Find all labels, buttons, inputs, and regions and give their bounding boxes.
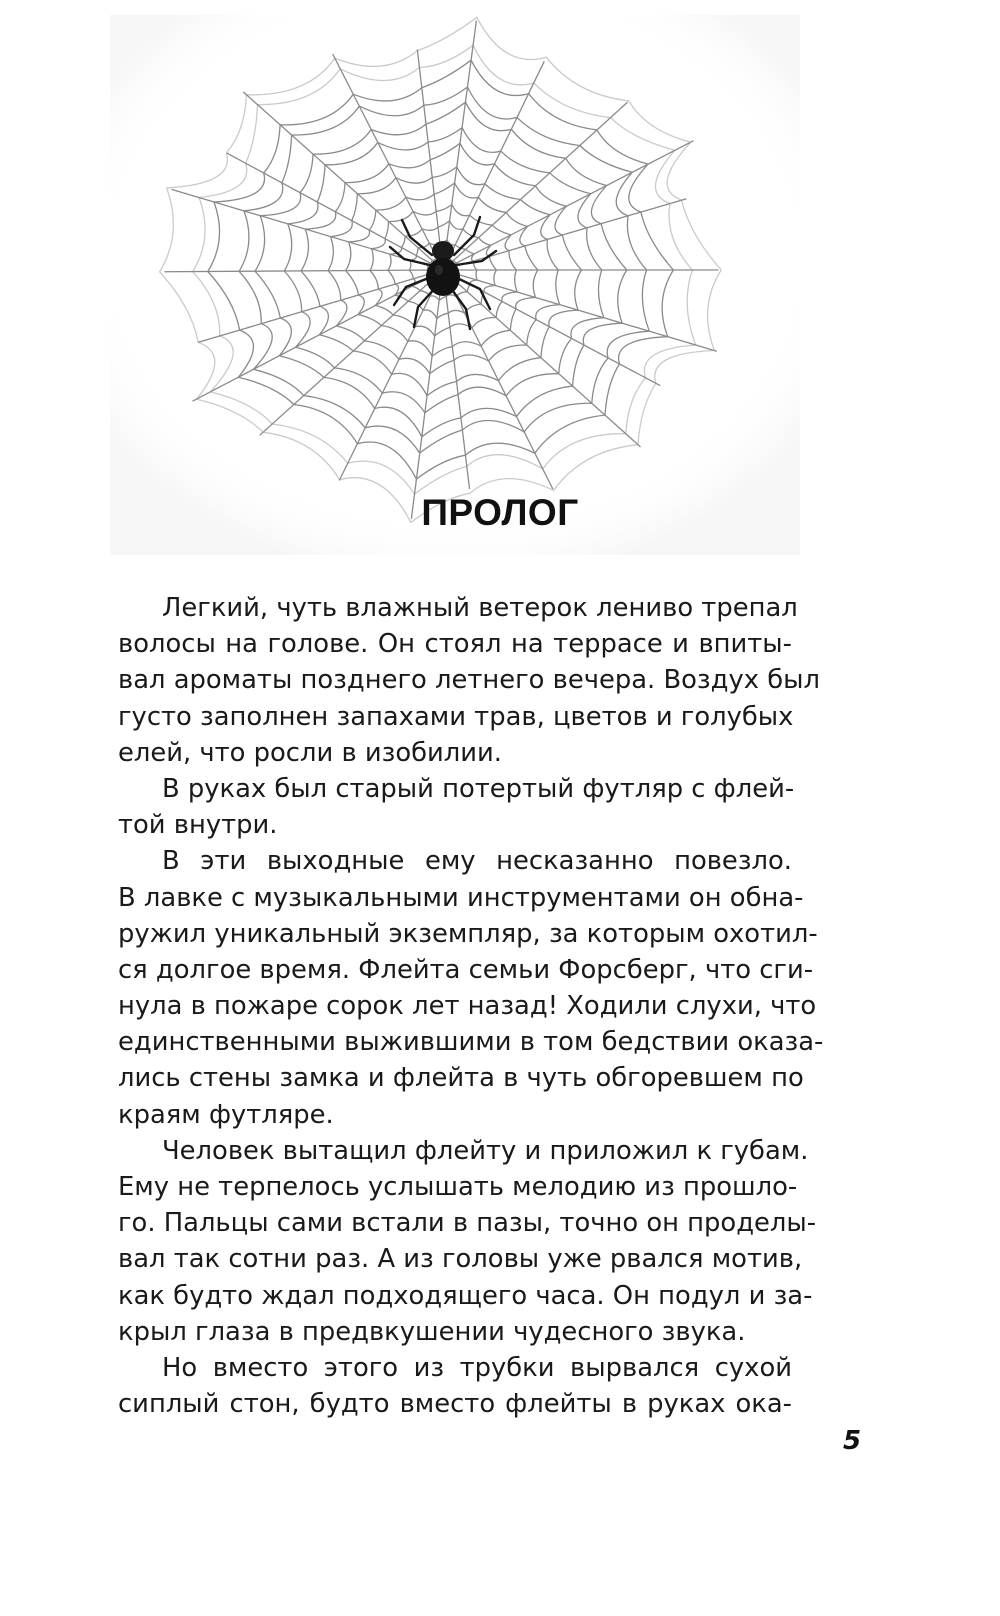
chapter-title: ПРОЛОГ bbox=[421, 492, 579, 533]
text-line: крыл глаза в предвкушении чудесного звука. bbox=[118, 1316, 746, 1347]
text-line: Легкий, чуть влажный ветерок лениво трепал bbox=[162, 593, 798, 623]
text-line: единственными выжившими в том бедствии оказа- bbox=[118, 1027, 824, 1058]
page-number: 5 bbox=[843, 1426, 862, 1456]
text-line: волосы на голове. Он стоял на террасе и впиты- bbox=[118, 629, 792, 660]
chapter-body bbox=[118, 590, 824, 1422]
text-line: Но вместо этого из трубки вырвался сухой bbox=[162, 1352, 792, 1383]
text-line: В руках был старый потертый футляр с флей- bbox=[162, 773, 795, 804]
text-line: краям футляре. bbox=[118, 1099, 334, 1130]
spider-web-icon bbox=[110, 15, 800, 555]
text-line: густо заполнен запахами трав, цветов и голубых bbox=[118, 701, 794, 732]
text-line: В эти выходные ему несказанно повезло. bbox=[162, 846, 792, 877]
text-line: ся долгое время. Флейта семьи Форсберг, что сги- bbox=[118, 954, 814, 985]
text-line: Человек вытащил флейту и приложил к губам. bbox=[162, 1135, 809, 1166]
text-line: той внутри. bbox=[118, 810, 278, 841]
text-line: как будто ждал подходящего часа. Он подул и за- bbox=[118, 1280, 813, 1311]
text-line: ружил уникальный экземпляр, за которым охотил- bbox=[118, 918, 818, 949]
text-line: го. Пальцы сами встали в пазы, точно он проделы- bbox=[118, 1208, 817, 1239]
text-line: вал ароматы позднего летнего вечера. Воздух был bbox=[118, 665, 820, 696]
text-line: вал так сотни раз. А из головы уже рвался мотив, bbox=[118, 1244, 803, 1275]
text-line: Ему не терпелось услышать мелодию из прошло- bbox=[118, 1172, 798, 1202]
text-line: В лавке с музыкальными инструментами он обна- bbox=[118, 882, 804, 913]
spider-web-illustration bbox=[110, 15, 800, 555]
text-line: сиплый стон, будто вместо флейты в руках ока- bbox=[118, 1389, 792, 1420]
text-line: нула в пожаре сорок лет назад! Ходили слухи, что bbox=[118, 991, 817, 1022]
text-line: елей, что росли в изобилии. bbox=[118, 737, 503, 768]
text-line: лись стены замка и флейта в чуть обгоревшем по bbox=[118, 1063, 804, 1094]
